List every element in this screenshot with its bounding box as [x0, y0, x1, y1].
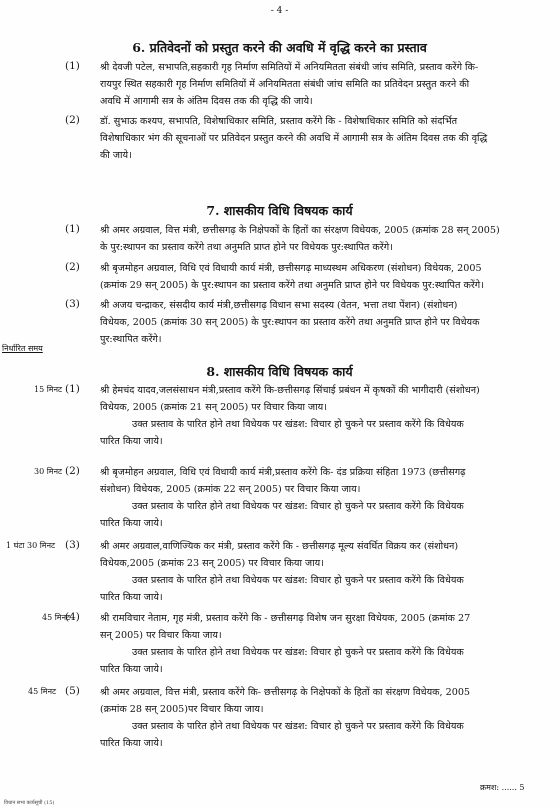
item-number: (3) [65, 298, 80, 310]
item-line: पुर:स्थापित करेंगे। [100, 334, 162, 345]
item-line: विशेषाधिकार भंग की सूचनाओं पर प्रतिवेदन प्रस्तुत करने की अवधि में आगामी सत्र के अंतिम दिवस तक की वृद्धि [100, 133, 488, 144]
item-line: अवधि में आगामी सत्र के अंतिम दिवस तक की वृद्धि की जाये। [100, 96, 313, 107]
section-7-heading: 7. शासकीय विधि विषयक कार्य [206, 203, 353, 218]
item-line: श्री हेमचंद यादव,जलसंसाधन मंत्री,प्रस्ताव करेंगे कि-छत्तीसगढ़ सिंचाई प्रबंधन में कृषकों की भागीदारी (संशोधन) [100, 385, 480, 396]
item-line: श्री बृजमोहन अग्रवाल, विधि एवं विधायी कार्य मंत्री,प्रस्ताव करेंगे कि- दंड प्रक्रिया संहिता 1973 (छत्तीसगढ़ [100, 467, 466, 478]
item-line: श्री अमर अग्रवाल, वित्त मंत्री, छत्तीसगढ़ के निक्षेपकों के हितों का संरक्षण विधेयक, 2005 (क्रमांक 28 सन् 2005) [100, 225, 500, 236]
item-line: श्री अजय चन्द्राकर, संसदीय कार्य मंत्री,छत्तीसगढ़ विधान सभा सदस्य (वेतन, भत्ता तथा पेंशन) (संशोधन) [100, 300, 458, 311]
scheduled-time-header: निर्धारित समय [2, 344, 43, 353]
item-text [100, 464, 530, 532]
item-line: विधेयक, 2005 (क्रमांक 30 सन् 2005) के पुर:स्थापन का प्रस्ताव करेंगे तथा अनुमति प्राप्त होने पर विधेयक [100, 317, 480, 328]
item-text [100, 538, 530, 606]
item-text [100, 260, 530, 294]
item-line: डॉ. सुभाऊ कश्यप, सभापति, विशेषाधिकार समिति, प्रस्ताव करेंगे कि - विशेषाधिकार समिति को संदर्भित [100, 116, 458, 127]
item-line: विधेयक, 2005 (क्रमांक 21 सन् 2005) पर विचार किया जाय। [100, 402, 327, 413]
item-number: (2) [65, 114, 80, 126]
item-line: श्री देवजी पटेल, सभापति,सहकारी गृह निर्माण समितियों में अनियमितता संबंधी जांच समिति, प्रस्ताव करेंगे कि- [100, 62, 479, 73]
item-text [100, 113, 530, 164]
item-number: (1) [65, 223, 80, 235]
follow-line: पारित किया जाये। [100, 664, 163, 675]
item-text [100, 297, 530, 348]
item-number: (2) [65, 465, 80, 477]
section-8-heading: 8. शासकीय विधि विषयक कार्य [206, 364, 353, 379]
item-line: (क्रमांक 29 सन् 2005) के पुर:स्थापन का प्रस्ताव करेंगे तथा अनुमति प्राप्त होने पर विधेयक पुर:स्थापित करेंगे। [100, 280, 484, 291]
follow-line: उक्त प्रस्ताव के पारित होने तथा विधेयक पर खंडश: विचार हो चुकने पर प्रस्ताव करेंगे कि विधेयक [132, 721, 464, 732]
follow-line: पारित किया जाये। [100, 518, 163, 529]
item-number: (4) [65, 611, 80, 623]
item-line: श्री अमर अग्रवाल,वाणिज्यिक कर मंत्री, प्रस्ताव करेंगे कि - छत्तीसगढ़ मूल्य संवर्धित विक्रय कर (संशोधन) [100, 541, 459, 552]
item-line: विधेयक,2005 (क्रमांक 23 सन् 2005) पर विचार किया जाय। [100, 558, 324, 569]
time-allotted: 15 मिनट [34, 385, 63, 394]
continuation-note: क्रमश: ...... 5 [480, 783, 525, 792]
time-allotted: 45 मिनट [28, 687, 57, 696]
follow-line: पारित किया जाये। [100, 592, 163, 603]
item-text [100, 59, 530, 110]
item-number: (5) [65, 685, 80, 697]
follow-line: उक्त प्रस्ताव के पारित होने तथा विधेयक पर खंडश: विचार हो चुकने पर प्रस्ताव करेंगे कि विधेयक [132, 419, 464, 430]
item-line: श्री रामविचार नेताम, गृह मंत्री, प्रस्ताव करेंगे कि - छत्तीसगढ़ विशेष जन सुरक्षा विधेयक, 2005 (क्रमांक 27 [100, 613, 471, 624]
item-line: श्री बृजमोहन अग्रवाल, विधि एवं विधायी कार्य मंत्री, छत्तीसगढ़ माध्यस्थम अधिकरण (संशोधन) विधेयक, 2005 [100, 263, 482, 274]
follow-line: पारित किया जाये। [100, 738, 163, 749]
item-line: संशोधन) विधेयक, 2005 (क्रमांक 22 सन् 2005) पर विचार किया जाय। [100, 484, 361, 495]
footer-note: विधान सभा कार्यसूची (15) [4, 800, 55, 806]
page-number: - 4 - [270, 6, 289, 16]
item-line: श्री अमर अग्रवाल, वित्त मंत्री, प्रस्ताव करेंगे कि- छत्तीसगढ़ के निक्षेपकों के हितों का संरक्षण विधेयक, 2005 [100, 687, 471, 698]
follow-line: उक्त प्रस्ताव के पारित होने तथा विधेयक पर खंडश: विचार हो चुकने पर प्रस्ताव करेंगे कि विधेयक [132, 575, 464, 586]
item-line: रायपुर स्थित सहकारी गृह निर्माण समितियों में अनियमितता संबंधी जांच समिति का प्रतिवेदन प्रस्तुत करने की [100, 79, 470, 90]
item-number: (1) [65, 383, 80, 395]
item-text [100, 222, 530, 256]
item-number: (2) [65, 261, 80, 273]
follow-line: उक्त प्रस्ताव के पारित होने तथा विधेयक पर खंडश: विचार हो चुकने पर प्रस्ताव करेंगे कि विधेयक [132, 647, 464, 658]
section-6-heading: 6. प्रतिवेदनों को प्रस्तुत करने की अवधि में वृद्धि करने का प्रस्ताव [132, 40, 427, 55]
item-number: (3) [65, 539, 80, 551]
item-text [100, 610, 530, 678]
time-allotted: 1 घंटा 30 मिनट [6, 541, 56, 550]
item-text [100, 684, 530, 752]
item-text [100, 382, 530, 450]
time-allotted: 30 मिनट [34, 467, 63, 476]
item-line: की जाये। [100, 150, 132, 161]
follow-line: उक्त प्रस्ताव के पारित होने तथा विधेयक पर खंडश: विचार हो चुकने पर प्रस्ताव करेंगे कि विधेयक [132, 501, 464, 512]
item-number: (1) [65, 60, 80, 72]
item-line: के पुर:स्थापन का प्रस्ताव करेंगे तथा अनुमति प्राप्त होने पर विधेयक पुर:स्थापित करेंगे। [100, 242, 393, 253]
time-allotted: 45 मिनट [42, 613, 71, 622]
follow-line: पारित किया जाये। [100, 436, 163, 447]
item-line: (क्रमांक 28 सन् 2005)पर विचार किया जाय। [100, 704, 264, 715]
item-line: सन् 2005) पर विचार किया जाय। [100, 630, 222, 641]
